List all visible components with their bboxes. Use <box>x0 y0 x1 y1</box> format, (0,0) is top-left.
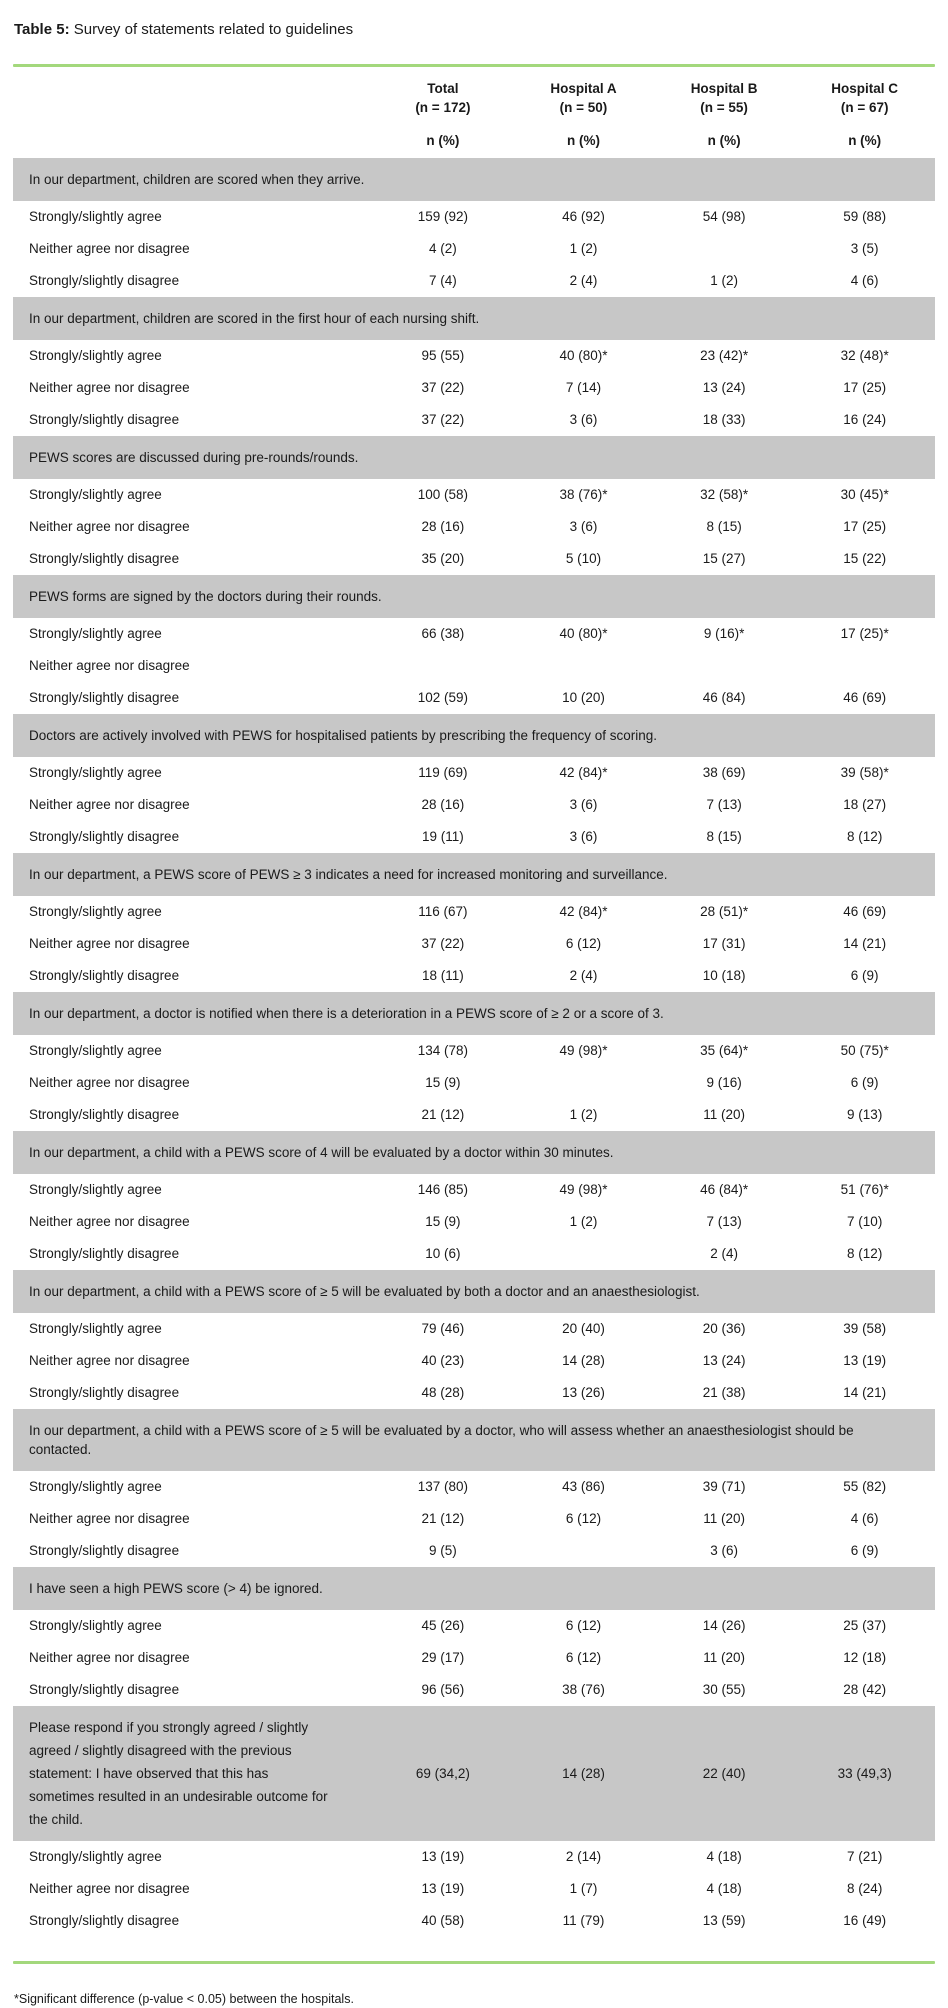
value-cell: 8 (12) <box>847 1246 883 1261</box>
value-cell: 6 (12) <box>565 1618 602 1633</box>
statement-row <box>13 436 935 479</box>
value-cell: 4 (18) <box>706 1881 742 1896</box>
value-cell: 17 (25) <box>843 519 887 534</box>
value-cell: 8 (15) <box>706 519 742 534</box>
value-cell: 9 (16)* <box>703 626 745 641</box>
value-cell: 14 (26) <box>702 1618 746 1633</box>
value-cell <box>654 233 795 265</box>
response-label: Strongly/slightly agree <box>29 626 162 641</box>
value-cell: 1 (7) <box>569 1881 598 1896</box>
value-cell: 13 (24) <box>702 380 746 395</box>
value-cell: 37 (22) <box>421 936 465 951</box>
value-cell: 95 (55) <box>421 348 465 363</box>
value-cell: 35 (20) <box>421 551 465 566</box>
value-cell: 6 (12) <box>565 1650 602 1665</box>
value-cell: 28 (51)* <box>700 904 749 919</box>
response-label: Strongly/slightly agree <box>29 765 162 780</box>
value-cell: 46 (84)* <box>700 1182 749 1197</box>
statement-row <box>13 575 935 618</box>
value-cell <box>373 650 514 682</box>
value-cell: 96 (56) <box>421 1682 465 1697</box>
response-label: Neither agree nor disagree <box>29 241 190 256</box>
value-cell: 37 (22) <box>421 380 465 395</box>
value-cell: 17 (31) <box>702 936 746 951</box>
statement-cell <box>13 1706 373 1841</box>
response-label: Neither agree nor disagree <box>29 1075 190 1090</box>
value-cell: 6 (9) <box>850 968 879 983</box>
table-caption-label: Table 5: <box>14 21 70 38</box>
value-cell: 2 (4) <box>569 968 598 983</box>
value-cell: 40 (23) <box>421 1353 465 1368</box>
value-cell: 40 (58) <box>421 1913 465 1928</box>
value-cell: 11 (20) <box>703 1511 745 1526</box>
statement-row <box>13 1270 935 1313</box>
response-label: Strongly/slightly disagree <box>29 1107 180 1122</box>
response-label: Strongly/slightly disagree <box>29 1682 180 1697</box>
response-label: Strongly/slightly agree <box>29 1043 162 1058</box>
statement-cell: PEWS forms are signed by the doctors during their rounds. <box>13 575 935 618</box>
value-cell: 59 (88) <box>843 209 887 224</box>
value-cell: 28 (42) <box>843 1682 887 1697</box>
statement-cell: In our department, a child with a PEWS score of ≥ 5 will be evaluated by a doctor, who will assess whether an anaesthesiologist should be contacted. <box>13 1409 935 1471</box>
response-row <box>13 789 935 821</box>
response-row <box>13 1238 935 1270</box>
response-label: Strongly/slightly agree <box>29 1479 162 1494</box>
statement-cell: In our department, a PEWS score of PEWS ≥ 3 indicates a need for increased monitoring and surveillance. <box>13 853 935 896</box>
response-row <box>13 1313 935 1345</box>
value-cell: 25 (37) <box>843 1618 887 1633</box>
statement-row <box>13 1706 935 1841</box>
response-row <box>13 650 935 682</box>
statement-cell: In our department, a child with a PEWS score of 4 will be evaluated by a doctor within 30 minutes. <box>13 1131 935 1174</box>
column-name: Hospital C <box>831 81 899 96</box>
value-cell: 21 (12) <box>421 1107 465 1122</box>
column-header-total <box>373 79 514 117</box>
value-cell: 11 (20) <box>703 1107 745 1122</box>
value-cell: 3 (6) <box>569 829 598 844</box>
value-cell: 9 (5) <box>429 1543 457 1558</box>
value-cell: 38 (69) <box>702 765 746 780</box>
response-label: Strongly/slightly disagree <box>29 1543 180 1558</box>
response-label: Strongly/slightly disagree <box>29 551 180 566</box>
response-row <box>13 543 935 575</box>
value-cell: 6 (12) <box>565 1511 602 1526</box>
response-label: Strongly/slightly agree <box>29 348 162 363</box>
response-label: Strongly/slightly disagree <box>29 968 180 983</box>
response-label: Neither agree nor disagree <box>29 936 190 951</box>
value-cell: 3 (6) <box>710 1543 738 1558</box>
response-row <box>13 233 935 265</box>
value-cell: 3 (6) <box>569 519 598 534</box>
value-cell: 15 (9) <box>425 1075 461 1090</box>
value-cell: 13 (24) <box>702 1353 746 1368</box>
value-cell: 20 (36) <box>702 1321 746 1336</box>
response-label: Neither agree nor disagree <box>29 797 190 812</box>
value-cell <box>513 1535 654 1567</box>
response-row <box>13 1610 935 1642</box>
value-cell: 102 (59) <box>417 690 469 705</box>
value-cell: 49 (98)* <box>559 1182 608 1197</box>
response-row <box>13 896 935 928</box>
value-cell: 42 (84)* <box>559 904 608 919</box>
statement-value-cell: 14 (28) <box>513 1706 654 1841</box>
value-cell: 30 (55) <box>702 1682 746 1697</box>
statement-text: Please respond if you strongly agreed / slightly agreed / slightly disagreed with the previous statement: I have observed that this has sometimes resulted in an undesirable outcome for the child. <box>29 1720 328 1827</box>
value-cell: 2 (14) <box>565 1849 602 1864</box>
response-row <box>13 201 935 233</box>
column-header-hospital-c <box>794 79 935 117</box>
value-cell: 18 (33) <box>702 412 746 427</box>
value-cell: 46 (69) <box>843 904 887 919</box>
column-units-row <box>13 117 935 158</box>
column-n: (n = 172) <box>415 100 471 115</box>
response-label: Neither agree nor disagree <box>29 1214 190 1229</box>
value-cell: 137 (80) <box>417 1479 469 1494</box>
value-cell: 13 (19) <box>421 1849 465 1864</box>
value-cell: 3 (5) <box>850 241 879 256</box>
value-cell: 28 (16) <box>421 519 465 534</box>
value-cell: 20 (40) <box>562 1321 605 1336</box>
response-row <box>13 340 935 372</box>
value-cell: 13 (59) <box>702 1913 746 1928</box>
column-n: (n = 50) <box>559 100 608 115</box>
value-cell: 49 (98)* <box>559 1043 608 1058</box>
value-cell: 38 (76) <box>562 1682 605 1697</box>
value-cell: 5 (10) <box>565 551 602 566</box>
value-cell: 37 (22) <box>421 412 465 427</box>
response-label: Strongly/slightly agree <box>29 209 162 224</box>
response-row <box>13 404 935 436</box>
value-cell: 42 (84)* <box>559 765 608 780</box>
value-cell: 17 (25) <box>843 380 887 395</box>
value-cell: 30 (45)* <box>840 487 889 502</box>
response-label: Neither agree nor disagree <box>29 1650 190 1665</box>
value-cell: 14 (28) <box>562 1353 605 1368</box>
value-cell: 9 (13) <box>847 1107 883 1122</box>
value-cell: 23 (42)* <box>700 348 749 363</box>
value-cell: 38 (76)* <box>559 487 608 502</box>
response-row <box>13 757 935 789</box>
value-cell: 7 (10) <box>847 1214 883 1229</box>
value-cell: 9 (16) <box>706 1075 742 1090</box>
response-row <box>13 821 935 853</box>
response-label: Neither agree nor disagree <box>29 1511 190 1526</box>
response-row <box>13 511 935 543</box>
value-cell: 28 (16) <box>421 797 465 812</box>
value-cell: 45 (26) <box>421 1618 465 1633</box>
response-row <box>13 1377 935 1409</box>
value-cell: 39 (58) <box>843 1321 887 1336</box>
response-row <box>13 1503 935 1535</box>
response-row <box>13 1174 935 1206</box>
value-cell <box>513 650 654 682</box>
value-cell: 55 (82) <box>843 1479 887 1494</box>
response-label: Strongly/slightly agree <box>29 904 162 919</box>
value-cell: 16 (49) <box>843 1913 887 1928</box>
response-label: Strongly/slightly disagree <box>29 829 180 844</box>
value-cell: 7 (4) <box>429 273 457 288</box>
column-name: Hospital B <box>690 81 758 96</box>
statement-cell: In our department, a doctor is notified when there is a deterioration in a PEWS score of ≥ 2 or a score of 3. <box>13 992 935 1035</box>
accent-rule-top <box>13 64 935 67</box>
statement-column-header <box>13 79 373 117</box>
value-cell: 10 (18) <box>702 968 746 983</box>
value-cell: 11 (20) <box>703 1650 745 1665</box>
value-cell: 146 (85) <box>417 1182 469 1197</box>
value-cell: 17 (25)* <box>840 626 889 641</box>
response-label: Strongly/slightly disagree <box>29 412 180 427</box>
column-unit-hospital-a: n (%) <box>566 133 600 148</box>
response-label: Strongly/slightly agree <box>29 487 162 502</box>
value-cell: 40 (80)* <box>559 348 608 363</box>
response-row <box>13 960 935 992</box>
value-cell: 1 (2) <box>569 1107 598 1122</box>
response-row <box>13 372 935 404</box>
value-cell: 15 (9) <box>425 1214 461 1229</box>
value-cell <box>513 1238 654 1270</box>
value-cell: 6 (9) <box>850 1075 879 1090</box>
response-label: Strongly/slightly agree <box>29 1321 162 1336</box>
value-cell: 14 (21) <box>843 936 887 951</box>
column-unit-hospital-b: n (%) <box>707 133 741 148</box>
value-cell: 3 (6) <box>569 412 598 427</box>
value-cell: 1 (2) <box>569 1214 598 1229</box>
value-cell: 134 (78) <box>417 1043 469 1058</box>
response-label: Neither agree nor disagree <box>29 1353 190 1368</box>
table-header <box>13 79 935 158</box>
column-name: Hospital A <box>550 81 617 96</box>
value-cell: 1 (2) <box>710 273 738 288</box>
statement-row <box>13 1567 935 1610</box>
value-cell: 10 (20) <box>562 690 605 705</box>
value-cell: 18 (27) <box>843 797 887 812</box>
response-label: Strongly/slightly agree <box>29 1618 162 1633</box>
value-cell: 66 (38) <box>421 626 465 641</box>
value-cell: 40 (80)* <box>559 626 608 641</box>
survey-table <box>13 79 935 1937</box>
statement-row <box>13 1409 935 1471</box>
response-label: Strongly/slightly disagree <box>29 273 180 288</box>
column-n: (n = 67) <box>840 100 889 115</box>
value-cell: 4 (18) <box>706 1849 742 1864</box>
value-cell: 7 (21) <box>847 1849 883 1864</box>
value-cell: 46 (92) <box>562 209 605 224</box>
column-header-hospital-a <box>513 79 654 117</box>
response-row <box>13 1642 935 1674</box>
response-label: Neither agree nor disagree <box>29 658 190 673</box>
value-cell: 12 (18) <box>843 1650 887 1665</box>
value-cell: 3 (6) <box>569 797 598 812</box>
statement-cell: I have seen a high PEWS score (> 4) be ignored. <box>13 1567 935 1610</box>
response-label: Strongly/slightly disagree <box>29 690 180 705</box>
statement-row <box>13 714 935 757</box>
value-cell: 18 (11) <box>422 968 464 983</box>
response-row <box>13 618 935 650</box>
response-label: Strongly/slightly agree <box>29 1849 162 1864</box>
response-row <box>13 1345 935 1377</box>
response-row <box>13 1099 935 1131</box>
value-cell: 39 (58)* <box>840 765 889 780</box>
response-row <box>13 1674 935 1706</box>
column-n: (n = 55) <box>700 100 748 115</box>
response-row <box>13 682 935 714</box>
statement-value-cell: 69 (34,2) <box>373 1706 514 1841</box>
statement-row <box>13 297 935 340</box>
value-cell: 7 (14) <box>565 380 602 395</box>
value-cell: 79 (46) <box>421 1321 465 1336</box>
value-cell: 7 (13) <box>706 1214 742 1229</box>
column-header-row <box>13 79 935 117</box>
column-name: Total <box>427 81 459 96</box>
response-label: Strongly/slightly disagree <box>29 1246 180 1261</box>
value-cell: 8 (24) <box>847 1881 883 1896</box>
value-cell: 4 (2) <box>429 241 457 256</box>
response-label: Strongly/slightly disagree <box>29 1913 180 1928</box>
survey-table-body <box>13 158 935 1937</box>
statement-row <box>13 1131 935 1174</box>
value-cell: 21 (12) <box>421 1511 465 1526</box>
value-cell: 6 (12) <box>565 936 602 951</box>
value-cell: 46 (84) <box>702 690 746 705</box>
response-row <box>13 928 935 960</box>
value-cell: 2 (4) <box>569 273 598 288</box>
value-cell: 51 (76)* <box>840 1182 889 1197</box>
statement-cell: In our department, children are scored when they arrive. <box>13 158 935 201</box>
table-caption-text: Survey of statements related to guidelines <box>69 21 354 38</box>
value-cell <box>654 650 795 682</box>
value-cell: 14 (21) <box>843 1385 887 1400</box>
statement-cell: PEWS scores are discussed during pre-rounds/rounds. <box>13 436 935 479</box>
column-header-hospital-b <box>654 79 795 117</box>
column-unit-hospital-c: n (%) <box>848 133 882 148</box>
statement-row <box>13 158 935 201</box>
value-cell: 11 (79) <box>562 1913 605 1928</box>
value-cell: 48 (28) <box>421 1385 465 1400</box>
response-row <box>13 1206 935 1238</box>
statement-value-cell: 33 (49,3) <box>794 1706 935 1841</box>
value-cell: 32 (48)* <box>840 348 889 363</box>
table-caption <box>13 20 935 40</box>
value-cell <box>794 650 935 682</box>
value-cell: 159 (92) <box>417 209 469 224</box>
statement-cell: In our department, a child with a PEWS score of ≥ 5 will be evaluated by both a doctor and an anaesthesiologist. <box>13 1270 935 1313</box>
response-row <box>13 1035 935 1067</box>
value-cell: 10 (6) <box>425 1246 461 1261</box>
value-cell: 16 (24) <box>843 412 887 427</box>
value-cell: 13 (19) <box>843 1353 887 1368</box>
response-row <box>13 1067 935 1099</box>
accent-rule-bottom <box>13 1961 935 1964</box>
value-cell: 39 (71) <box>702 1479 746 1494</box>
value-cell: 116 (67) <box>418 904 468 919</box>
column-unit-total: n (%) <box>426 133 460 148</box>
response-label: Neither agree nor disagree <box>29 1881 190 1896</box>
response-label: Strongly/slightly agree <box>29 1182 162 1197</box>
response-row <box>13 1535 935 1567</box>
response-row <box>13 265 935 297</box>
statement-row <box>13 853 935 896</box>
value-cell: 29 (17) <box>421 1650 465 1665</box>
value-cell: 8 (15) <box>706 829 742 844</box>
value-cell: 15 (27) <box>702 551 746 566</box>
value-cell: 54 (98) <box>702 209 746 224</box>
response-row <box>13 1873 935 1905</box>
response-row <box>13 479 935 511</box>
statement-cell: In our department, children are scored in the first hour of each nursing shift. <box>13 297 935 340</box>
response-label: Neither agree nor disagree <box>29 519 190 534</box>
statement-row <box>13 992 935 1035</box>
value-cell: 32 (58)* <box>700 487 749 502</box>
value-cell: 4 (6) <box>850 1511 879 1526</box>
value-cell: 50 (75)* <box>840 1043 889 1058</box>
value-cell: 15 (22) <box>843 551 887 566</box>
value-cell: 8 (12) <box>847 829 883 844</box>
value-cell: 19 (11) <box>422 829 464 844</box>
value-cell: 35 (64)* <box>700 1043 749 1058</box>
value-cell: 4 (6) <box>850 273 879 288</box>
value-cell: 46 (69) <box>843 690 887 705</box>
value-cell: 21 (38) <box>702 1385 746 1400</box>
value-cell: 7 (13) <box>706 797 742 812</box>
response-row <box>13 1471 935 1503</box>
value-cell: 100 (58) <box>417 487 469 502</box>
response-label: Neither agree nor disagree <box>29 380 190 395</box>
response-row <box>13 1905 935 1937</box>
footnote: *Significant difference (p-value < 0.05) between the hospitals. <box>14 1992 354 2006</box>
value-cell <box>513 1067 654 1099</box>
value-cell: 119 (69) <box>418 765 468 780</box>
value-cell: 43 (86) <box>562 1479 605 1494</box>
statement-value-cell: 22 (40) <box>654 1706 795 1841</box>
value-cell: 13 (19) <box>421 1881 465 1896</box>
value-cell: 6 (9) <box>850 1543 879 1558</box>
response-label: Strongly/slightly disagree <box>29 1385 180 1400</box>
value-cell: 2 (4) <box>710 1246 738 1261</box>
value-cell: 1 (2) <box>569 241 598 256</box>
response-row <box>13 1841 935 1873</box>
value-cell: 13 (26) <box>562 1385 605 1400</box>
statement-cell: Doctors are actively involved with PEWS for hospitalised patients by prescribing the frequency of scoring. <box>13 714 935 757</box>
units-spacer <box>13 117 373 158</box>
